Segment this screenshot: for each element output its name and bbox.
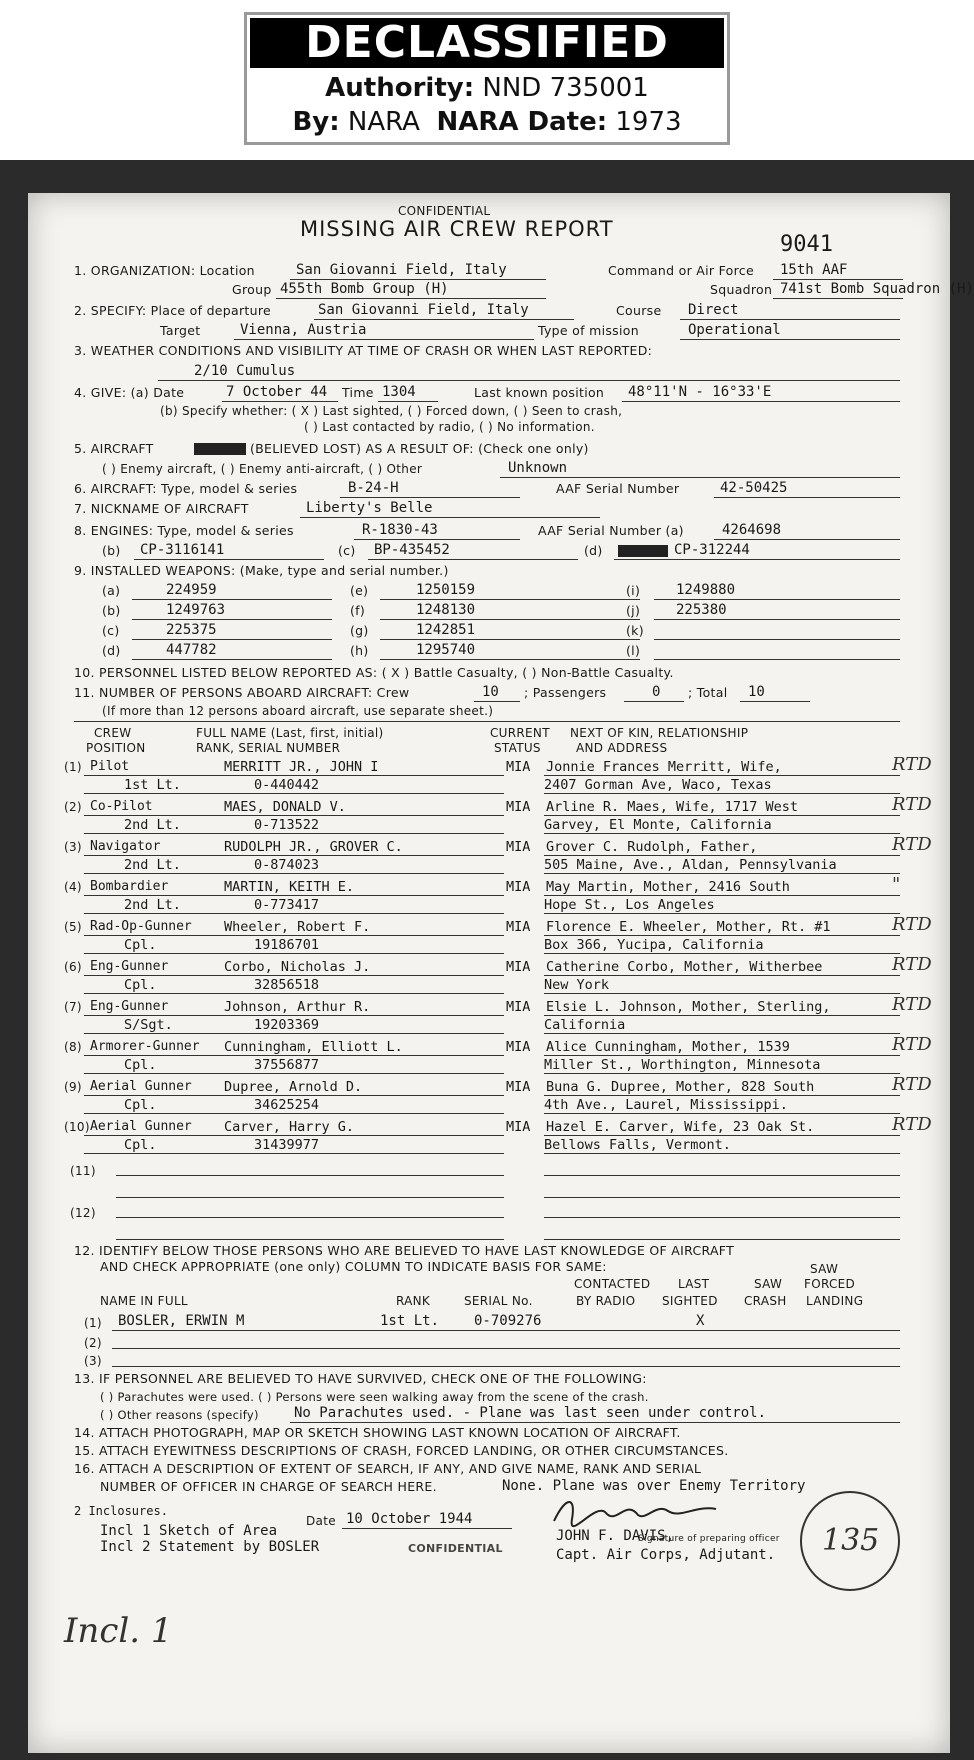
crew-next-of-kin: Catherine Corbo, Mother, Witherbee: [546, 959, 823, 975]
search-label-1: 16. ATTACH A DESCRIPTION OF EXTENT OF SEARCH, IF ANY, AND GIVE NAME, RANK AND SERIAL: [74, 1461, 702, 1476]
crew-serial: 0-773417: [254, 897, 320, 913]
weapon-f: 1248130: [416, 602, 476, 618]
crew-rank: 2nd Lt.: [124, 817, 181, 833]
crew-position: Co-Pilot: [90, 799, 153, 814]
crew-handwritten-note: RTD: [892, 794, 932, 815]
witness-label-1: 12. IDENTIFY BELOW THOSE PERSONS WHO ARE BELIEVED TO HAVE LAST KNOWLEDGE OF AIRCRAFT: [74, 1243, 735, 1258]
crew-position: Eng-Gunner: [90, 999, 169, 1014]
crew-serial: 34625254: [254, 1097, 320, 1113]
crew-handwritten-note: RTD: [892, 1074, 932, 1095]
crew-row-num: (2): [64, 800, 82, 814]
passenger-count: 0: [652, 684, 661, 700]
date-footer-value: 10 October 1944: [346, 1511, 473, 1527]
weapon-a: 224959: [166, 582, 217, 598]
inclosure-2: Incl 2 Statement by BOSLER: [100, 1539, 320, 1555]
crew-next-of-kin: Arline R. Maes, Wife, 1717 West: [546, 799, 798, 815]
weapon-d: 447782: [166, 642, 217, 658]
attach-photo: 14. ATTACH PHOTOGRAPH, MAP OR SKETCH SHOWING LAST KNOWN LOCATION OF AIRCRAFT.: [74, 1425, 681, 1440]
crew-serial: 19203369: [254, 1017, 320, 1033]
org-location-label: 1. ORGANIZATION: Location: [74, 263, 255, 278]
crew-name: MARTIN, KEITH E.: [224, 879, 355, 895]
crew-name: Dupree, Arnold D.: [224, 1079, 363, 1095]
engine-type: R-1830-43: [362, 522, 438, 538]
crew-rank: Cpl.: [124, 1097, 157, 1113]
casualty-type: 10. PERSONNEL LISTED BELOW REPORTED AS: ( X ) Battle Casualty, ( ) Non-Battle Casualty.: [74, 665, 674, 680]
crew-name: Carver, Harry G.: [224, 1119, 355, 1135]
crew-serial: 0-713522: [254, 817, 320, 833]
witness-rank: 1st Lt.: [380, 1313, 440, 1329]
weapons-label: 9. INSTALLED WEAPONS: (Make, type and serial number.): [74, 563, 449, 578]
squadron-value: 741st Bomb Squadron (H): [780, 281, 974, 297]
crew-position: Navigator: [90, 839, 161, 854]
weapon-g: 1242851: [416, 622, 476, 638]
hdr-name-in-full: NAME IN FULL: [100, 1294, 188, 1308]
hdr-last: LAST: [678, 1277, 710, 1291]
crew-handwritten-note: RTD: [892, 1114, 932, 1135]
row-num-11: (11): [70, 1164, 96, 1178]
weapon-j: 225380: [676, 602, 727, 618]
crew-count: 10: [482, 684, 499, 700]
weapon-i: 1249880: [676, 582, 736, 598]
departure-label: 2. SPECIFY: Place of departure: [74, 303, 272, 318]
crew-address: 4th Ave., Laurel, Mississippi.: [544, 1097, 788, 1113]
crew-status: MIA: [506, 759, 531, 775]
classification-bottom: CONFIDENTIAL: [408, 1542, 503, 1555]
target-value: Vienna, Austria: [240, 322, 367, 338]
target-label: Target: [160, 323, 201, 338]
hdr-crash: CRASH: [744, 1294, 787, 1308]
hdr-sighted: SIGHTED: [662, 1294, 718, 1308]
crew-position: Bombardier: [90, 879, 169, 894]
crew-serial: 32856518: [254, 977, 320, 993]
crew-next-of-kin: Jonnie Frances Merritt, Wife,: [546, 759, 782, 775]
crew-row-num: (6): [64, 960, 82, 974]
crew-row-num: (8): [64, 1040, 82, 1054]
crew-rank: Cpl.: [124, 937, 157, 953]
crew-handwritten-note: RTD: [892, 834, 932, 855]
crew-address: New York: [544, 977, 610, 993]
witness-name: BOSLER, ERWIN M: [118, 1313, 245, 1329]
time-value: 1304: [382, 384, 416, 400]
total-label: ; Total: [688, 685, 728, 700]
hdr-saw: SAW: [754, 1277, 783, 1291]
crew-position: Pilot: [90, 759, 130, 774]
weapon-h: 1295740: [416, 642, 476, 658]
witness-row-num: (2): [84, 1336, 102, 1350]
crew-position: Aerial Gunner: [90, 1079, 192, 1094]
witness-serial: 0-709276: [474, 1313, 542, 1329]
nickname-label: 7. NICKNAME OF AIRCRAFT: [74, 501, 249, 516]
crew-serial: 37556877: [254, 1057, 320, 1073]
hdr-rank: RANK: [396, 1294, 431, 1308]
crew-status: MIA: [506, 959, 531, 975]
weapon-b: 1249763: [166, 602, 226, 618]
crew-rank: Cpl.: [124, 977, 157, 993]
engine-d-label: (d): [584, 543, 603, 558]
crew-handwritten-note: RTD: [892, 914, 932, 935]
crew-row-num: (1): [64, 760, 82, 774]
report-number: 9041: [780, 232, 833, 257]
crew-serial: 0-440442: [254, 777, 320, 793]
org-location: San Giovanni Field, Italy: [296, 262, 507, 278]
engine-b: CP-3116141: [140, 542, 225, 558]
crew-rank: S/Sgt.: [124, 1017, 173, 1033]
date-value: 7 October 44: [226, 384, 328, 400]
engine-serial-label: AAF Serial Number (a): [538, 523, 684, 538]
crew-rank: 1st Lt.: [124, 777, 181, 793]
crew-next-of-kin: May Martin, Mother, 2416 South: [546, 879, 790, 895]
time-label: Time: [342, 385, 374, 400]
hdr-landing: LANDING: [806, 1294, 864, 1308]
crew-next-of-kin: Alice Cunningham, Mother, 1539: [546, 1039, 790, 1055]
hdr-saw-forced: SAW: [810, 1262, 839, 1276]
hdr-contacted: CONTACTED: [574, 1277, 651, 1291]
crew-handwritten-note: RTD: [892, 954, 932, 975]
crew-row-num: (9): [64, 1080, 82, 1094]
mission-value: Operational: [688, 322, 781, 338]
crew-row-num: (3): [64, 840, 82, 854]
crew-row-num: (4): [64, 880, 82, 894]
signer-name: JOHN F. DAVIS,: [556, 1528, 675, 1544]
crew-name: MERRITT JR., JOHN I: [224, 759, 379, 775]
crew-name: MAES, DONALD V.: [224, 799, 346, 815]
group-label: Group: [232, 282, 272, 297]
crew-address: 505 Maine, Ave., Aldan, Pennsylvania: [544, 857, 837, 873]
hdr-crew: CREW: [94, 726, 132, 740]
command-value: 15th AAF: [780, 262, 848, 278]
group-value: 455th Bomb Group (H): [280, 281, 449, 297]
total-count: 10: [748, 684, 765, 700]
hdr-by-radio: BY RADIO: [576, 1294, 636, 1308]
aircraft-serial-label: AAF Serial Number: [556, 481, 680, 496]
crew-next-of-kin: Hazel E. Carver, Wife, 23 Oak St.: [546, 1119, 815, 1135]
crew-position: Eng-Gunner: [90, 959, 169, 974]
date-label: 4. GIVE: (a) Date: [74, 385, 185, 400]
hdr-status: STATUS: [494, 741, 541, 755]
crew-rank: Cpl.: [124, 1057, 157, 1073]
crew-name: Johnson, Arthur R.: [224, 999, 371, 1015]
redaction: [618, 545, 668, 557]
redaction: [194, 443, 246, 455]
hdr-position: POSITION: [86, 741, 146, 755]
crew-name: Cunningham, Elliott L.: [224, 1039, 403, 1055]
stamp-title: DECLASSIFIED: [250, 18, 724, 68]
weapon-e: 1250159: [416, 582, 476, 598]
classification-top: CONFIDENTIAL: [398, 204, 491, 218]
crew-serial: 19186701: [254, 937, 320, 953]
aircraft-lost-label: 5. AIRCRAFT: [74, 441, 154, 456]
passengers-label: ; Passengers: [524, 685, 607, 700]
crew-row-num: (5): [64, 920, 82, 934]
crew-address: Bellows Falls, Vermont.: [544, 1137, 731, 1153]
crew-status: MIA: [506, 839, 531, 855]
engine-d: CP-312244: [674, 542, 750, 558]
crew-handwritten-note: RTD: [892, 994, 932, 1015]
crew-row-num: (10): [64, 1120, 90, 1134]
weather-label: 3. WEATHER CONDITIONS AND VISIBILITY AT TIME OF CRASH OR WHEN LAST REPORTED:: [74, 343, 653, 358]
hdr-address: AND ADDRESS: [576, 741, 668, 755]
crew-rank: Cpl.: [124, 1137, 157, 1153]
crew-address: California: [544, 1017, 626, 1033]
signer-caption: Signature of preparing officer: [638, 1534, 780, 1544]
persons-note: (If more than 12 persons aboard aircraft, use separate sheet.): [102, 704, 494, 718]
departure-value: San Giovanni Field, Italy: [318, 302, 529, 318]
crew-status: MIA: [506, 919, 531, 935]
course-value: Direct: [688, 302, 739, 318]
weather-value: 2/10 Cumulus: [194, 363, 296, 379]
engine-b-label: (b): [102, 543, 121, 558]
crew-row-num: (7): [64, 1000, 82, 1014]
survival-label: 13. IF PERSONNEL ARE BELIEVED TO HAVE SURVIVED, CHECK ONE OF THE FOLLOWING:: [74, 1371, 647, 1386]
crew-name: Wheeler, Robert F.: [224, 919, 371, 935]
engines-label: 8. ENGINES: Type, model & series: [74, 523, 294, 538]
crew-address: Miller St., Worthington, Minnesota: [544, 1057, 821, 1073]
crew-next-of-kin: Florence E. Wheeler, Mother, Rt. #1: [546, 919, 831, 935]
inclosures-count: 2 Inclosures.: [74, 1504, 168, 1518]
crew-address: Hope St., Los Angeles: [544, 897, 715, 913]
aircraft-lost-text: (BELIEVED LOST) AS A RESULT OF: (Check one only): [250, 441, 589, 456]
aircraft-serial: 42-50425: [720, 480, 788, 496]
nickname-value: Liberty's Belle: [306, 500, 433, 516]
engine-c: BP-435452: [374, 542, 450, 558]
crew-address: Garvey, El Monte, California: [544, 817, 772, 833]
search-label-2: NUMBER OF OFFICER IN CHARGE OF SEARCH HERE.: [100, 1479, 437, 1494]
hdr-rank-serial: RANK, SERIAL NUMBER: [196, 741, 341, 755]
weapon-c: 225375: [166, 622, 217, 638]
persons-label: 11. NUMBER OF PERSONS ABOARD AIRCRAFT: Crew: [74, 685, 410, 700]
declassified-stamp: [244, 12, 730, 145]
survival-options: ( ) Parachutes were used. ( ) Persons were seen walking away from the scene of the crash.: [100, 1390, 649, 1404]
crew-handwritten-note: RTD: [892, 1034, 932, 1055]
specify-line-1: (b) Specify whether: ( X ) Last sighted, ( ) Forced down, ( ) Seen to crash,: [160, 404, 623, 418]
attach-eyewitness: 15. ATTACH EYEWITNESS DESCRIPTIONS OF CRASH, FORCED LANDING, OR OTHER CIRCUMSTANCES.: [74, 1443, 729, 1458]
search-answer: None. Plane was over Enemy Territory: [502, 1478, 806, 1494]
witness-row-num: (3): [84, 1354, 102, 1368]
stamp-by: By: NARA NARA Date: 1973: [292, 107, 682, 137]
cause-other: Unknown: [508, 460, 568, 476]
report-title: MISSING AIR CREW REPORT: [300, 217, 614, 241]
crew-serial: 0-874023: [254, 857, 320, 873]
report-page: CONFIDENTIAL MISSING AIR CREW REPORT 9041 1. ORGANIZATION: Location San Giovanni Field, Italy Command or Air Force 15th AAF Group 455th Bomb Group (H) Squadron 741st Bomb Squadron (H) 2. SPECIFY: Place of departure San Giovanni Field, Italy Course Direct Target Vienna, Austria Type of mission Operational 3. WEATHER CONDITIONS AND VISIBILITY AT TIME OF CRASH OR WHEN LAST REPORTED: 2/10 Cumulus 4. GIVE: (a) Date 7 October 44 Time 1304 Last known position 48°11'N - 16°33'E (b) Specify whether: ( X ) Last sighted, ( ) Forced down, ( ) Seen to crash, ( ) Last contacted by radio, ( ) No information. 5. AIRCRAFT (BELIEVED LOST) AS A RESULT OF: (Check one only) ( ) Enemy aircraft, ( ) Enemy anti-aircraft, ( ) Other Unknown 6. AIRCRAFT: Type, model & series B-24-H AAF Serial Number 42-50425 7. NICKNAME OF AIRCRAFT Liberty's Belle 8. ENGINES: Type, model & series R-1830-43 AAF Serial Number (a) 4264698 (b) CP-3116141 (c) BP-435452 (d) CP-312244 9. INSTALLED WEAPONS: (Make, type and serial number.) (a) 224959 (b) 1249763 (c) 225375 (d) 447782 (e) 1250159 (f) 1248130 (g) 1242851 (h) 1295740 (i) 1249880 (j) 225380 (k) (l) 10. PERSONNEL LISTED BELOW REPORTED AS: ( X ) Battle Casualty, ( ) Non-Battle Casualty. 11. NUMBER OF PERSONS ABOARD AIRCRAFT: Crew 10 ; Passengers 0 ; Total 10 (If more than 12 persons aboard aircraft, use separate sheet.) CREW POSITION FULL NAME (Last, first, initial) RANK, SERIAL NUMBER CURRENT STATUS NEXT OF KIN, RELATIONSHIP AND ADDRESS (1) Pilot MERRITT JR., JOHN I MIA Jonnie Frances Merritt, Wife, 1st Lt. 0-440442 2407 Gorman Ave, Waco, Texas RTD (2) Co-Pilot MAES, DONALD V. MIA Arline R. Maes, Wife, 1717 West 2nd Lt. 0-713522 Garvey, El Monte, California RTD (3) Navigator RUDOLPH JR., GROVER C. MIA Grover C. Rudolph, Father, 2nd Lt. 0-874023 505 Maine, Ave., Aldan, Pennsylvania RTD (4) Bombardier MARTIN, KEITH E. MIA May Martin, Mother, 2416 South 2nd Lt. 0-773417 Hope St., Los Angeles " (5) Rad-Op-Gunner Wheeler, Robert F. MIA Florence E. Wheeler, Mother, Rt. #1 Cpl. 19186701 Box 366, Yucipa, California RTD (6) Eng-Gunner Corbo, Nicholas J. MIA Catherine Corbo, Mother, Witherbee Cpl. 32856518 New York RTD (7) Eng-Gunner Johnson, Arthur R. MIA Elsie L. Johnson, Mother, Sterling, S/Sgt. 19203369 California RTD (8) Armorer-Gunner Cunningham, Elliott L. MIA Alice Cunningham, Mother, 1539 Cpl. 37556877 Miller St., Worthington, Minnesota RTD (9) Aerial Gunner Dupree, Arnold D. MIA Buna G. Dupree, Mother, 828 South Cpl. 34625254 4th Ave., Laurel, Mississippi. RTD (10) Aerial Gunner Carver, Harry G. MIA Hazel E. Carver, Wife, 23 Oak St. Cpl. 31439977 Bellows Falls, Vermont. RTD (11) (12) 12. IDENTIFY BELOW THOSE PERSONS WHO ARE BELIEVED TO HAVE LAST KNOWLEDGE OF AIRCRAFT AND CHECK APPROPRIATE (one only) COLUMN TO INDICATE BASIS FOR SAME: CONTACTED LAST SAW SAW FORCED NAME IN FULL RANK SERIAL No. BY RADIO SIGHTED CRASH LANDING (1) BOSLER, ERWIN M 1st Lt. 0-709276 X (2) (3) 13. IF PERSONNEL ARE BELIEVED TO HAVE SURVIVED, CHECK ONE OF THE FOLLOWING: ( ) Parachutes were used. ( ) Persons were seen walking away from the scene of the crash. ( ) Other reasons (specify) No Parachutes used. - Plane was last seen under control. 14. ATTACH PHOTOGRAPH, MAP OR SKETCH SHOWING LAST KNOWN LOCATION OF AIRCRAFT. 15. ATTACH EYEWITNESS DESCRIPTIONS OF CRASH, FORCED LANDING, OR OTHER CIRCUMSTANCES. 16. ATTACH A DESCRIPTION OF EXTENT OF SEARCH, IF ANY, AND GIVE NAME, RANK AND SERIAL NUMBER OF OFFICER IN CHARGE OF SEARCH HERE. None. Plane was over Enemy Territory 2 Inclosures. Incl 1 Sketch of Area Incl 2 Statement by BOSLER Date 10 October 1944 CONFIDENTIAL JOHN F. DAVIS, Signature of preparing officer Capt. Air Corps, Adjutant. 135 Incl. 1: [28, 193, 950, 1753]
crew-status: MIA: [506, 799, 531, 815]
survival-other-reason: No Parachutes used. - Plane was last seen under control.: [294, 1405, 767, 1421]
crew-status: MIA: [506, 999, 531, 1015]
witness-row-num: (1): [84, 1316, 102, 1330]
date-footer-label: Date: [306, 1514, 336, 1528]
crew-next-of-kin: Elsie L. Johnson, Mother, Sterling,: [546, 999, 831, 1015]
squadron-label: Squadron: [710, 282, 773, 297]
hdr-forced: FORCED: [804, 1277, 856, 1291]
crew-status: MIA: [506, 879, 531, 895]
hdr-full-name: FULL NAME (Last, first, initial): [196, 726, 384, 740]
cause-options: ( ) Enemy aircraft, ( ) Enemy anti-aircraft, ( ) Other: [102, 462, 423, 476]
signature: [546, 1491, 726, 1531]
course-label: Course: [616, 303, 662, 318]
crew-status: MIA: [506, 1079, 531, 1095]
crew-next-of-kin: Buna G. Dupree, Mother, 828 South: [546, 1079, 815, 1095]
engine-a: 4264698: [722, 522, 782, 538]
hdr-current: CURRENT: [490, 726, 550, 740]
mission-label: Type of mission: [538, 323, 639, 338]
survival-other-label: ( ) Other reasons (specify): [100, 1408, 259, 1422]
crew-rank: 2nd Lt.: [124, 897, 181, 913]
crew-position: Armorer-Gunner: [90, 1039, 200, 1054]
crew-serial: 31439977: [254, 1137, 320, 1153]
crew-position: Aerial Gunner: [90, 1119, 192, 1134]
crew-next-of-kin: Grover C. Rudolph, Father,: [546, 839, 758, 855]
engine-c-label: (c): [338, 543, 356, 558]
crew-name: RUDOLPH JR., GROVER C.: [224, 839, 403, 855]
inclosure-1: Incl 1 Sketch of Area: [100, 1523, 278, 1539]
witness-last-sighted-mark: X: [696, 1313, 705, 1329]
crew-address: Box 366, Yucipa, California: [544, 937, 764, 953]
crew-name: Corbo, Nicholas J.: [224, 959, 371, 975]
row-num-12: (12): [70, 1206, 96, 1220]
signer-title: Capt. Air Corps, Adjutant.: [556, 1547, 776, 1563]
specify-line-2: ( ) Last contacted by radio, ( ) No information.: [304, 420, 595, 434]
crew-handwritten-note: RTD: [892, 754, 932, 775]
hdr-serial: SERIAL No.: [464, 1294, 533, 1308]
command-label: Command or Air Force: [608, 263, 754, 278]
crew-status: MIA: [506, 1119, 531, 1135]
crew-rank: 2nd Lt.: [124, 857, 181, 873]
margin-note: Incl. 1: [64, 1611, 173, 1651]
hdr-next-of-kin: NEXT OF KIN, RELATIONSHIP: [570, 726, 749, 740]
crew-position: Rad-Op-Gunner: [90, 919, 192, 934]
crew-handwritten-note: ": [892, 874, 901, 895]
position-label: Last known position: [474, 385, 605, 400]
crew-status: MIA: [506, 1039, 531, 1055]
aircraft-type-label: 6. AIRCRAFT: Type, model & series: [74, 481, 298, 496]
circled-number-text: 135: [822, 1523, 880, 1558]
aircraft-type: B-24-H: [348, 480, 399, 496]
crew-address: 2407 Gorman Ave, Waco, Texas: [544, 777, 772, 793]
stamp-authority: Authority: NND 735001: [325, 73, 649, 103]
witness-label-2: AND CHECK APPROPRIATE (one only) COLUMN TO INDICATE BASIS FOR SAME:: [100, 1259, 607, 1274]
position-value: 48°11'N - 16°33'E: [628, 384, 772, 400]
